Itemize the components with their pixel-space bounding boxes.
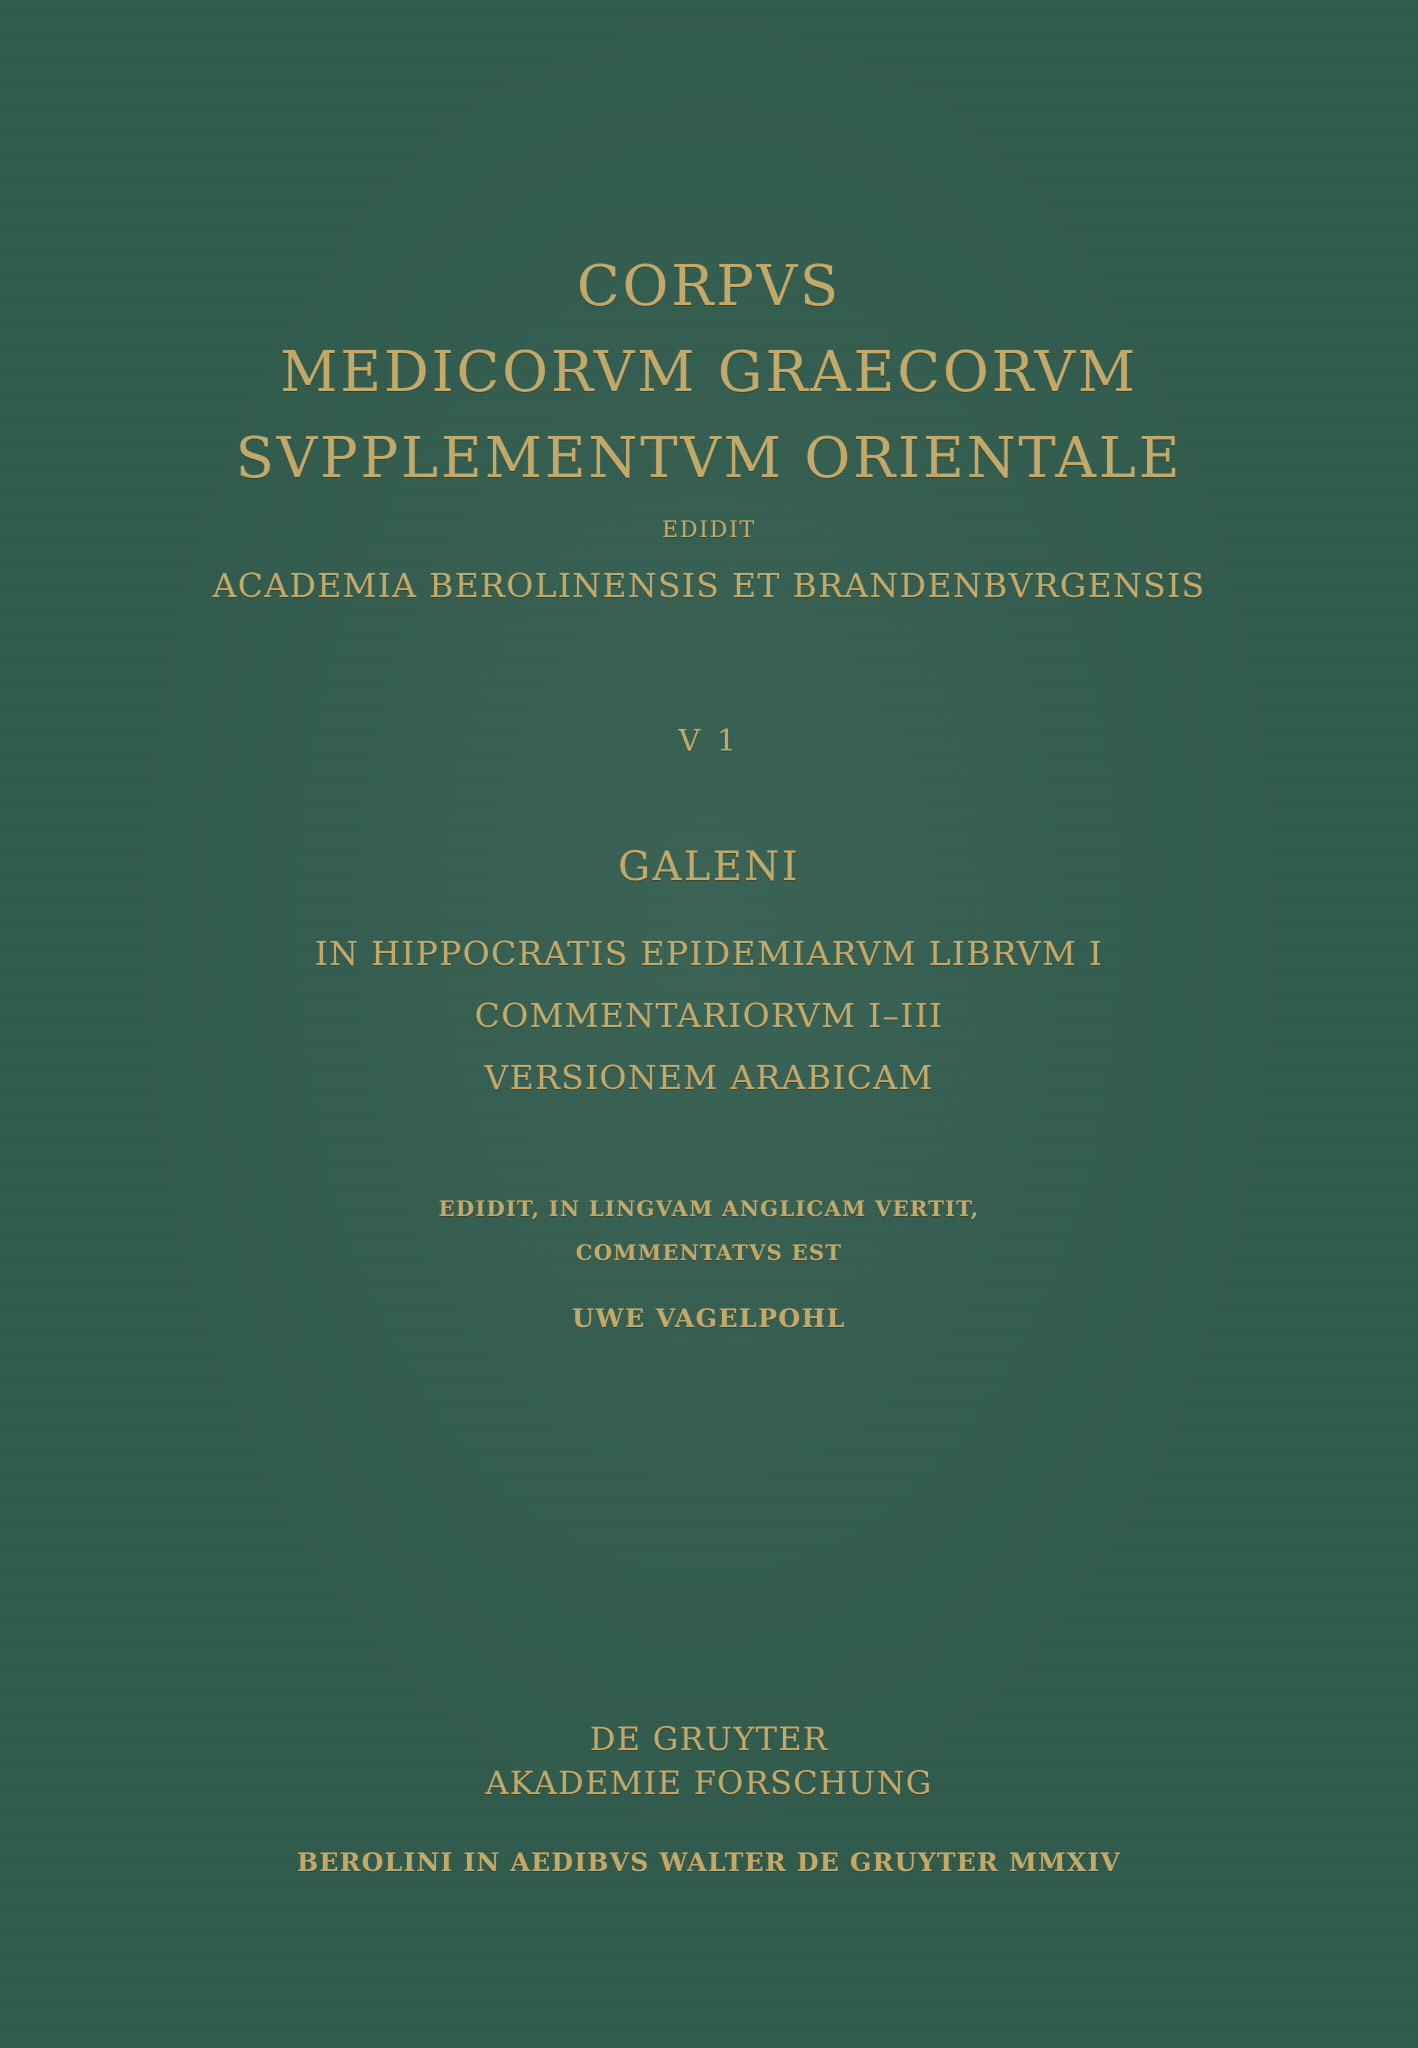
series-title-line-2: MEDICORVM GRAECORVM [280, 340, 1138, 405]
series-title-line-3: SVPPLEMENTVM ORIENTALE [235, 426, 1183, 491]
publisher-imprint: BEROLINI IN AEDIBVS WALTER DE GRUYTER MMXIV [296, 1848, 1122, 1877]
credits-line-1: EDIDIT, IN LINGVAM ANGLICAM VERTIT, [438, 1196, 980, 1221]
publisher-series: AKADEMIE FORSCHUNG [485, 1764, 933, 1802]
credits-line-2: COMMENTATVS EST [575, 1240, 843, 1265]
work-author: GALENI [618, 844, 800, 890]
series-academy: ACADEMIA BEROLINENSIS ET BRANDENBVRGENSIS [212, 566, 1206, 605]
work-title-line-2: COMMENTARIORVM I–III [474, 996, 944, 1035]
volume-number: V 1 [678, 724, 740, 759]
series-edidit: EDIDIT [662, 518, 756, 543]
editor-name: UWE VAGELPOHL [572, 1304, 846, 1333]
work-title-line-3: VERSIONEM ARABICAM [484, 1058, 934, 1097]
work-title-line-1: IN HIPPOCRATIS EPIDEMIARVM LIBRVM I [314, 934, 1104, 973]
publisher-name: DE GRUYTER [589, 1720, 829, 1758]
series-title-line-1: CORPVS [576, 254, 842, 319]
